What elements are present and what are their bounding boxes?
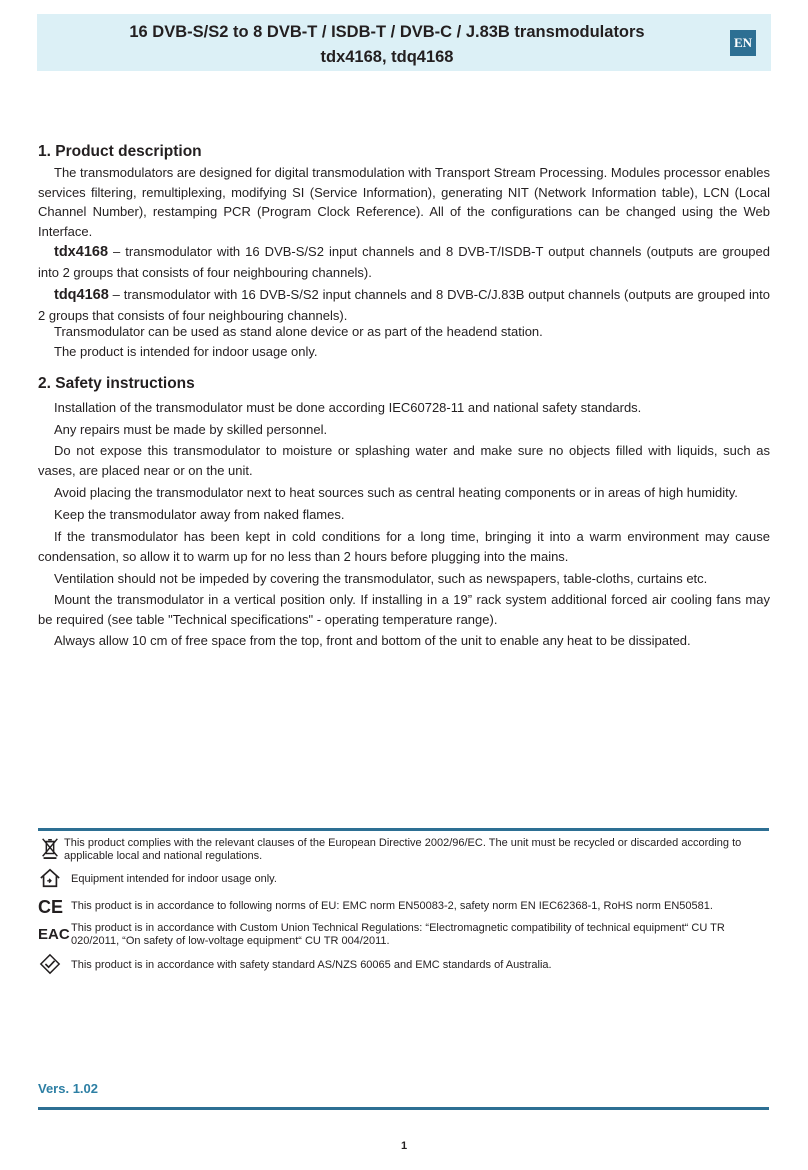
footer-rule — [38, 1107, 769, 1110]
safety-item: Ventilation should not be impeded by covering the transmodulator, such as newspapers, table-cloths, curtains etc. — [54, 571, 708, 586]
tdx4168-description-text: – transmodulator with 16 DVB-S/S2 input channels and 8 DVB-T/ISDB-T output channels (outputs are grouped into 2 groups that consists of four neighbouring channels). — [38, 244, 770, 280]
eac-compliance-text: This product is in accordance with Custom Union Technical Regulations: “Electromagnetic compatibility of technical equipment“ CU TR 020/2011, “On safety of low-voltage equipment“ CU TR 004/2011. — [71, 922, 725, 947]
tdx4168-model-name: tdx4168 — [54, 244, 109, 260]
eac-mark-icon — [38, 921, 70, 943]
language-badge: EN — [730, 30, 756, 56]
section-title-product-description: 1. Product description — [38, 143, 202, 160]
tdq4168-model-name: tdq4168 — [54, 287, 109, 303]
eac-mark-text: EAC — [38, 926, 70, 943]
ce-compliance-row — [38, 895, 769, 917]
weee-compliance-text: This product complies with the relevant clauses of the European Directive 2002/96/EC. The unit must be recycled or discarded according to applicable local and national regulations. — [64, 837, 742, 862]
rcm-compliance-row — [38, 953, 769, 977]
ce-compliance-text: This product is in accordance to following norms of EU: EMC norm EN50083-2, safety norm EN IEC62368-1, RoHS norm EN50581. — [71, 900, 713, 912]
safety-item: Keep the transmodulator away from naked flames. — [54, 507, 345, 522]
safety-item: Any repairs must be made by skilled personnel. — [54, 422, 328, 437]
safety-item: Installation of the transmodulator must be done according IEC60728-11 and national safety standards. — [54, 400, 642, 415]
indoor-compliance-text: Equipment intended for indoor usage only. — [71, 873, 277, 885]
eac-compliance-row — [38, 921, 769, 949]
header-model-names: tdx4168, tdq4168 — [320, 48, 454, 66]
ce-mark-icon — [38, 895, 62, 917]
safety-item: Always allow 10 cm of free space from the top, front and bottom of the unit to enable any heat to be dissipated. — [54, 633, 691, 648]
header-title: 16 DVB-S/S2 to 8 DVB-T / ISDB-T / DVB-C / J.83B transmodulators — [129, 23, 645, 41]
indoor-compliance-row — [38, 867, 769, 891]
rcm-compliance-text: This product is in accordance with safety standard AS/NZS 60065 and EMC standards of Australia. — [71, 959, 552, 971]
tdq4168-description — [38, 285, 770, 325]
safety-item: If the transmodulator has been kept in cold conditions for a long time, bringing it into a warm environment may cause condensation, so allow it to warm up for no less than 2 hours before plugging into the mains. — [38, 529, 770, 564]
weee-compliance-row — [38, 837, 769, 865]
product-description-paragraph: The transmodulators are designed for digital transmodulation with Transport Stream Processing. Modules processor enables services filtering, remultiplexing, modifying SI (Service Information), generating NIT (Network Information table), LCN (Local Channel Number), restamping PCR (Program Clock Reference). All of the configurations can be changed using the Web Interface. — [38, 165, 770, 239]
compliance-top-rule — [38, 828, 769, 831]
tdx4168-description — [38, 242, 770, 282]
standalone-usage-paragraph: Transmodulator can be used as stand alone device or as part of the headend station. — [54, 324, 543, 339]
safety-item: Mount the transmodulator in a vertical position only. If installing in a 19” rack system additional forced air cooling fans may be required (see table "Technical specifications" - operating temperature range). — [38, 592, 770, 627]
rcm-mark-icon — [38, 953, 62, 975]
ce-mark-text: CE — [38, 897, 64, 917]
document-version: Vers. 1.02 — [38, 1081, 98, 1096]
indoor-house-icon — [38, 867, 62, 889]
tdq4168-description-text: – transmodulator with 16 DVB-S/S2 input channels and 8 DVB-C/J.83B output channels (outputs are grouped into 2 groups that consists of four neighbouring channels). — [38, 287, 770, 323]
safety-item: Avoid placing the transmodulator next to heat sources such as central heating components or in areas of high humidity. — [54, 485, 738, 500]
page-number: 1 — [400, 1140, 408, 1152]
indoor-usage-paragraph: The product is intended for indoor usage only. — [54, 344, 318, 359]
safety-item: Do not expose this transmodulator to moisture or splashing water and make sure no objects filled with liquids, such as vases, are placed near or on the unit. — [38, 443, 770, 478]
document-header — [37, 14, 771, 71]
crossed-bin-icon — [38, 837, 62, 859]
section-title-safety-instructions: 2. Safety instructions — [38, 375, 195, 392]
